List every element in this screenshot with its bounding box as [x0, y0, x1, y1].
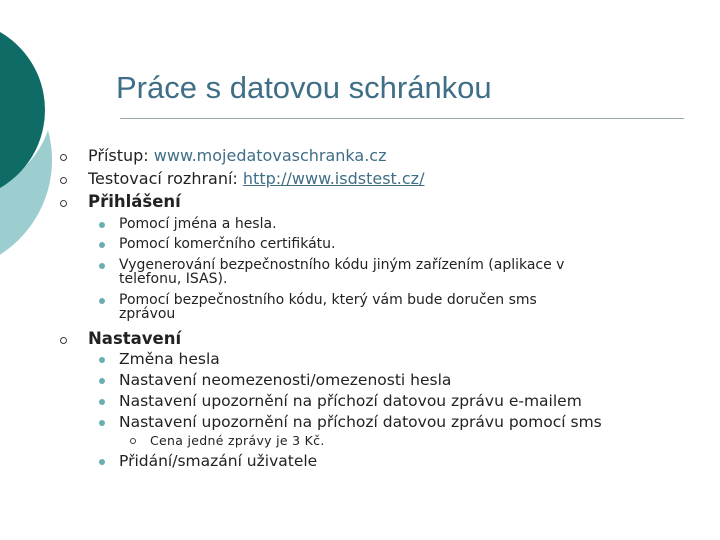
ring-bullet-icon — [60, 200, 67, 207]
link-mojedatovaschranka[interactable]: www.mojedatovaschranka.cz — [153, 146, 387, 165]
ring-bullet-icon — [60, 154, 67, 161]
dot-bullet-icon — [99, 263, 105, 269]
item-text: Pomocí komerčního certifikátu. — [119, 236, 336, 252]
link-isdstest[interactable]: http://www.isdstest.cz/ — [242, 169, 425, 188]
ring-bullet-icon — [60, 337, 67, 344]
item-text: Změna hesla — [119, 350, 220, 368]
item-text-line-2: zprávou — [119, 306, 176, 322]
item-label: Přístup: — [88, 146, 154, 165]
item-text: Nastavení neomezenosti/omezenosti hesla — [119, 371, 452, 389]
dot-bullet-icon — [99, 242, 105, 248]
item-text: Přidání/smazání uživatele — [119, 452, 318, 470]
dot-bullet-icon — [99, 459, 105, 465]
item-text: Cena jedné zprávy je 3 Kč. — [150, 433, 325, 448]
dot-bullet-icon — [99, 298, 105, 304]
item-text: Pomocí jména a hesla. — [119, 216, 277, 232]
dot-bullet-icon — [99, 399, 105, 405]
ring-bullet-icon — [130, 438, 136, 444]
decorative-circles — [0, 0, 70, 290]
item-text-line-1: Pomocí bezpečnostního kódu, který vám bude doručen sms — [119, 292, 537, 308]
item-label: Testovací rozhraní: — [88, 169, 243, 188]
dot-bullet-icon — [99, 420, 105, 426]
item-label: Přihlášení — [88, 192, 181, 211]
item-text-line-2: telefonu, ISAS). — [119, 271, 228, 287]
item-text: Nastavení upozornění na příchozí datovou zprávu e-mailem — [119, 392, 582, 410]
item-text: Nastavení upozornění na příchozí datovou zprávu pomocí sms — [119, 413, 602, 431]
item-text-line-1: Vygenerování bezpečnostního kódu jiným zařízením (aplikace v — [119, 257, 565, 273]
slide-title: Práce s datovou schránkou — [116, 70, 492, 105]
item-label: Nastavení — [88, 329, 182, 348]
dot-bullet-icon — [99, 357, 105, 363]
dot-bullet-icon — [99, 222, 105, 228]
title-divider — [120, 118, 684, 119]
dot-bullet-icon — [99, 378, 105, 384]
ring-bullet-icon — [60, 177, 67, 184]
